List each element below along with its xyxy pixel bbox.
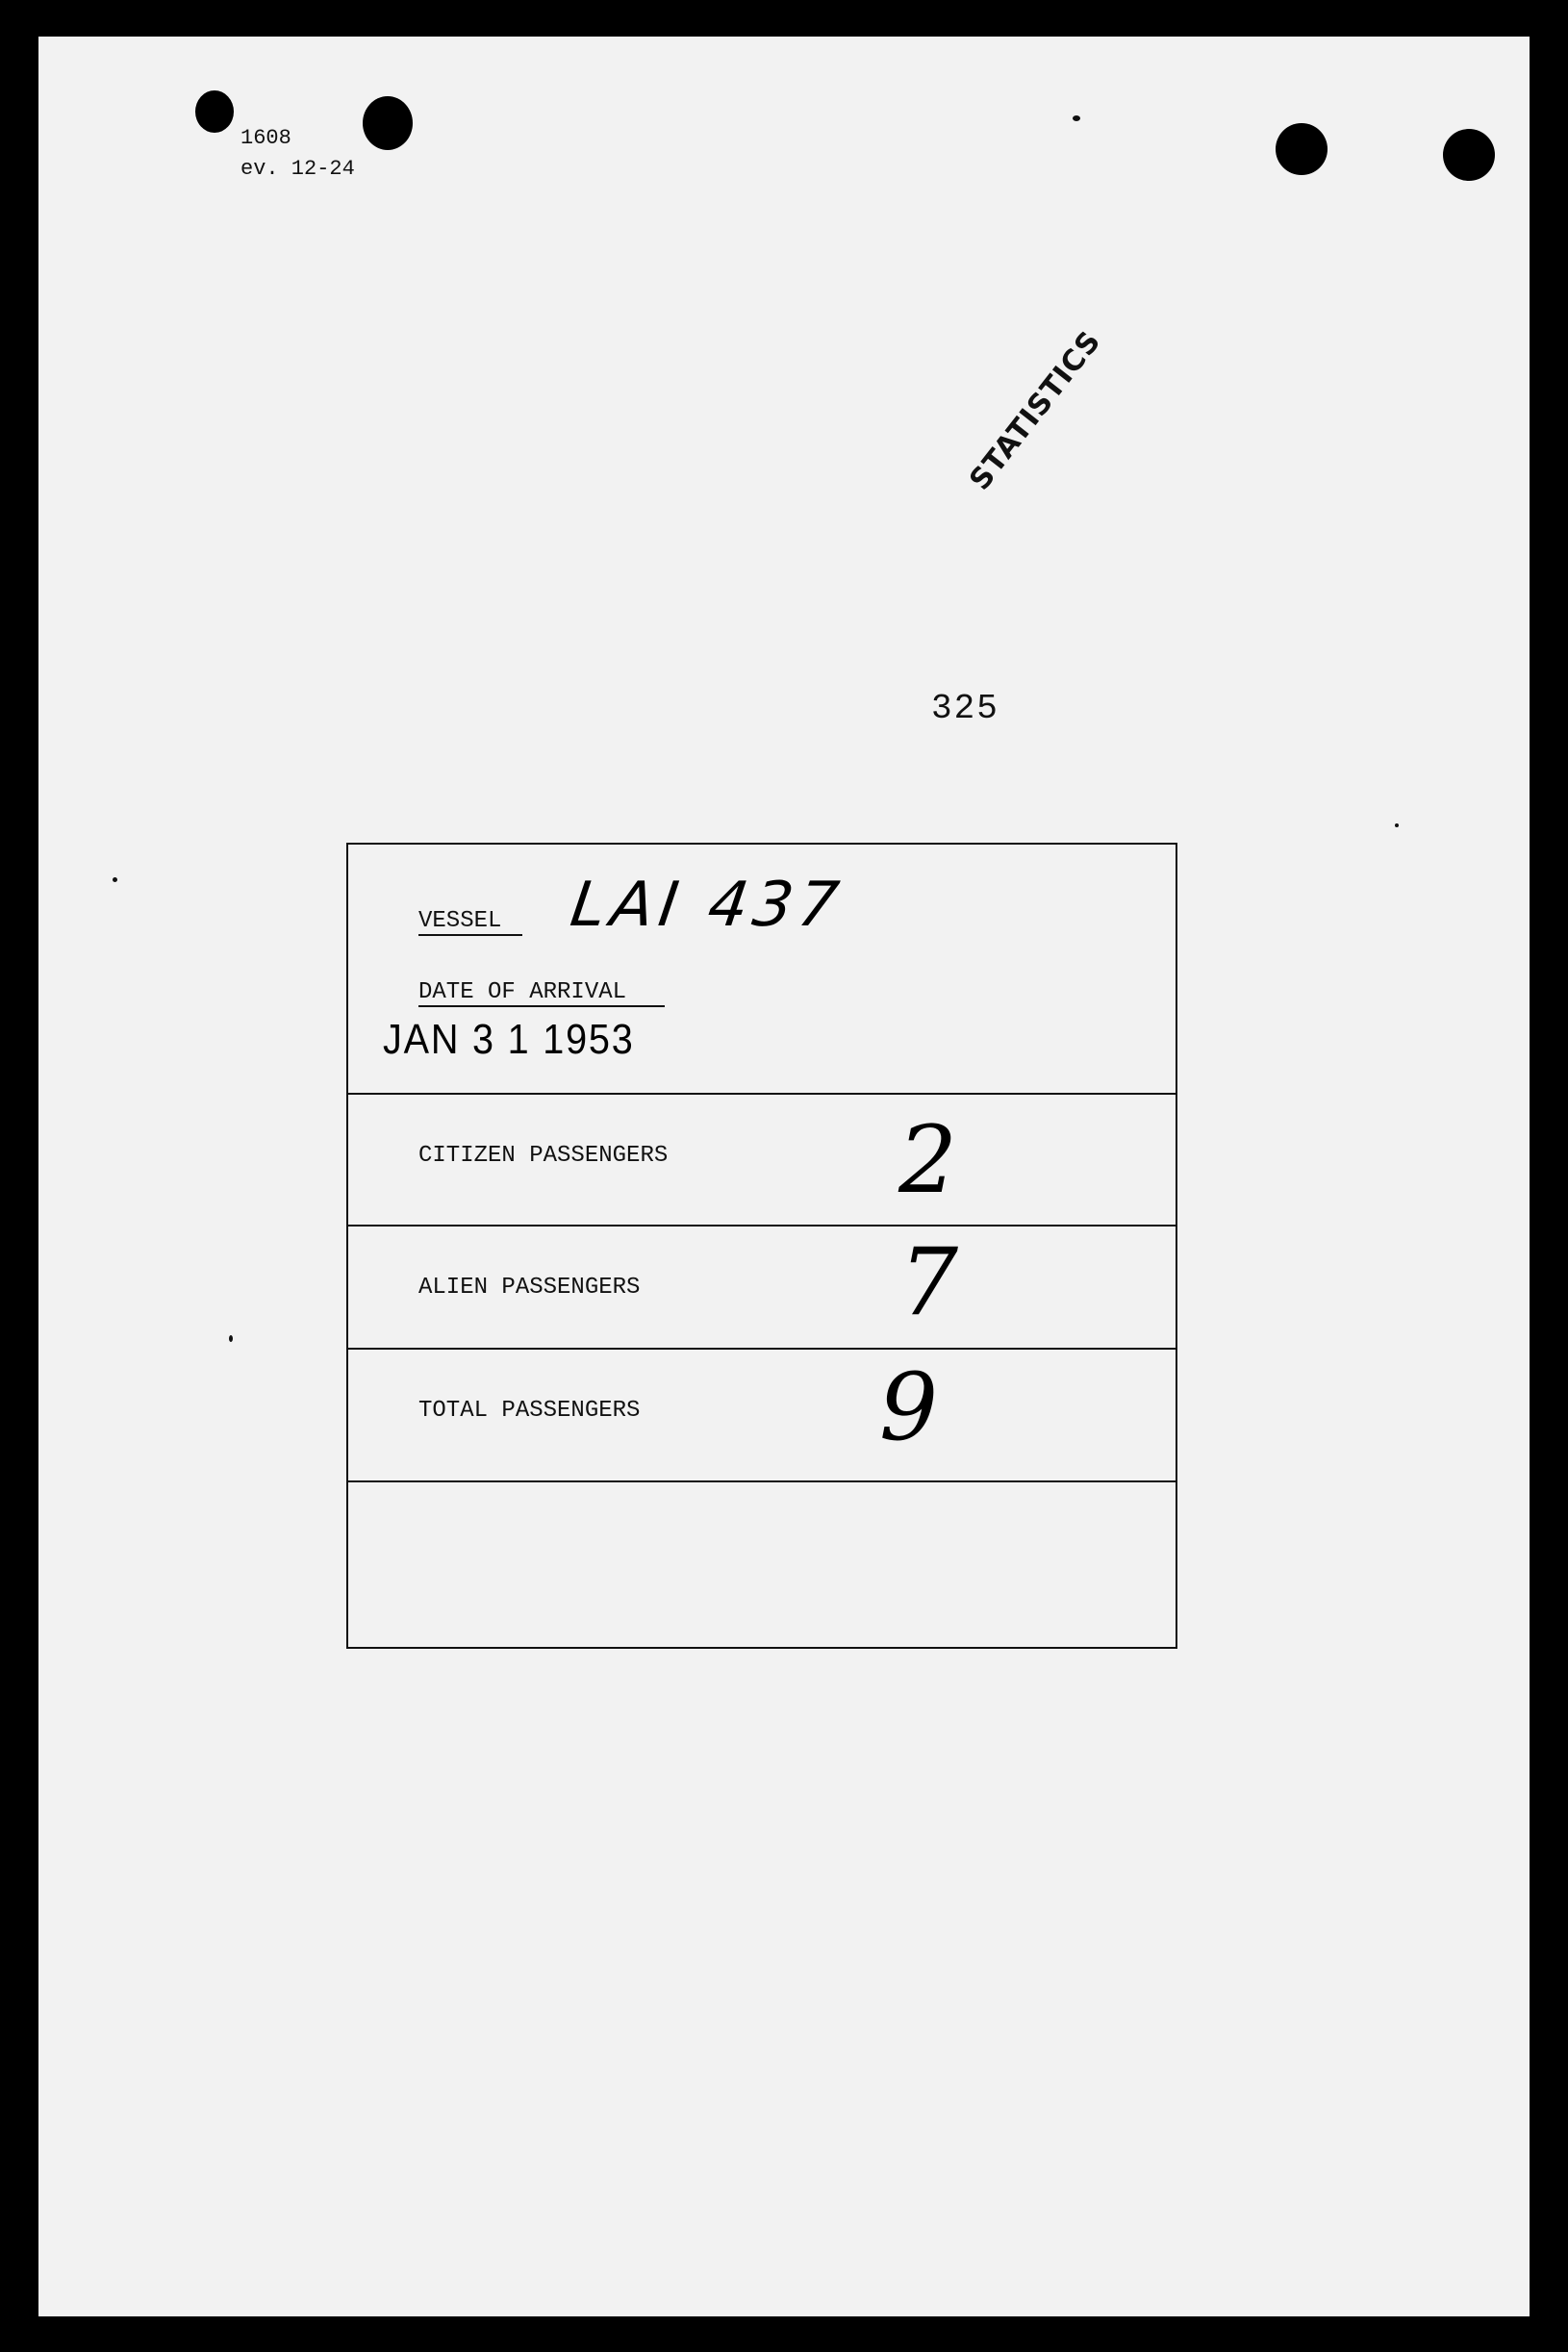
page-number: 325: [931, 689, 999, 728]
punch-hole: [1276, 123, 1328, 175]
punch-hole: [1443, 129, 1495, 181]
form-number: 1608: [240, 126, 291, 150]
alien-passengers-row: [348, 1227, 1176, 1350]
total-passengers-label: TOTAL PASSENGERS: [418, 1398, 641, 1424]
total-passengers-row: [348, 1350, 1176, 1482]
vessel-label: VESSEL: [418, 908, 522, 936]
dust-speck: [1073, 115, 1080, 121]
citizen-passengers-row: [348, 1095, 1176, 1227]
arrival-date-value: JAN 3 1 1953: [383, 1016, 635, 1063]
dust-speck: [229, 1335, 233, 1342]
citizen-passengers-count: 2: [898, 1106, 958, 1214]
total-passengers-count: 9: [879, 1353, 939, 1461]
arrival-date-label: DATE OF ARRIVAL: [418, 979, 665, 1007]
punch-hole: [363, 96, 413, 150]
form-revision: ev. 12-24: [240, 157, 355, 181]
blank-row: [348, 1482, 1176, 1651]
citizen-passengers-label: CITIZEN PASSENGERS: [418, 1143, 669, 1169]
alien-passengers-label: ALIEN PASSENGERS: [418, 1275, 641, 1301]
dust-speck: [113, 877, 117, 882]
passenger-summary-card: [346, 843, 1177, 1649]
statistics-stamp: STATISTICS: [963, 324, 1108, 497]
punch-hole: [195, 90, 234, 133]
document-page: [38, 37, 1530, 2316]
vessel-section: [348, 845, 1176, 1095]
form-identifier: [240, 123, 355, 185]
dust-speck: [1395, 823, 1399, 827]
vessel-value: LAI 437: [566, 870, 849, 941]
alien-passengers-count: 7: [899, 1228, 959, 1336]
